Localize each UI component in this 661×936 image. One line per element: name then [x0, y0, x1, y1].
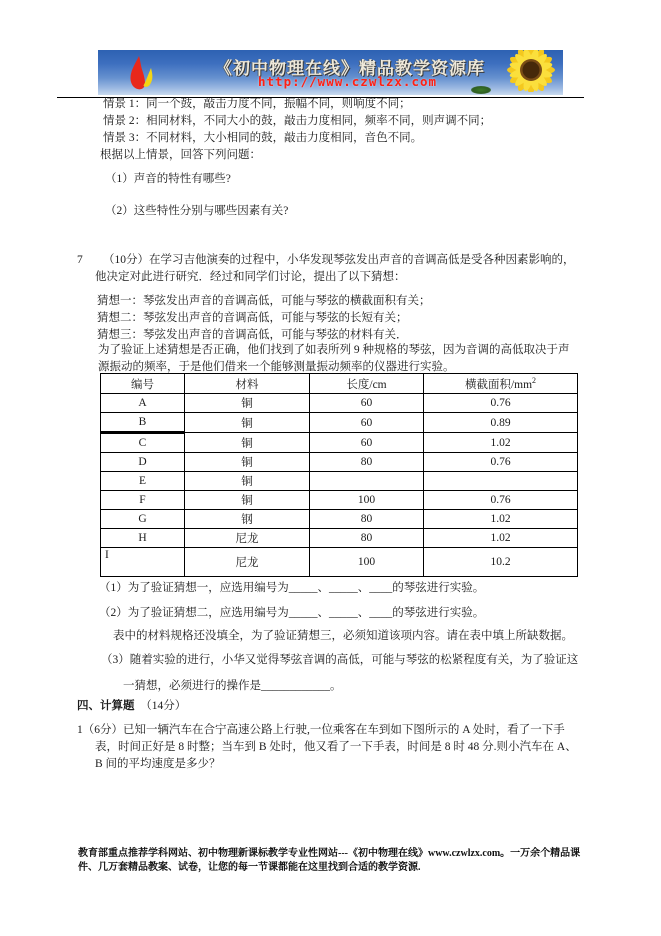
leaves-image: [471, 86, 491, 94]
question7-number: 7: [77, 254, 83, 266]
area-unit-superscript: 2: [532, 375, 537, 385]
header-id: 编号: [101, 374, 185, 394]
table-row: D 铜 80 0.76: [101, 453, 578, 472]
question7-sub3-text: （3）随着实验的进行，小华又觉得琴弦音调的高低，可能与琴弦的松紧程度有关，为了验证这一猜想，必须进行的操作是____________。: [101, 654, 579, 692]
section4-points: （14分）: [134, 700, 187, 712]
question7-sub1-text: （1）为了验证猜想一，应选用编号为_____、_____、____的琴弦进行实验。: [99, 582, 485, 594]
site-banner: [98, 50, 563, 95]
header-length: 长度/cm: [310, 374, 424, 394]
sound-subquestion-2: （2）这些特性分别与哪些因素有关?: [105, 205, 289, 217]
section4-heading: 四、计算题: [77, 700, 135, 712]
question7-verify-text: 为了验证上述猜想是否正确，他们找到了如表所列 9 种规格的琴弦，因为音调的高低取决于声源振动的频率，于是他们借来一个能够测量振动频率的仪器进行实验。: [98, 344, 570, 373]
guess-3-text: 猜想三：琴弦发出声音的音调高低，可能与琴弦的材料有关．: [97, 329, 408, 341]
table-row: E 铜: [101, 472, 578, 491]
table-row: H 尼龙 80 1.02: [101, 529, 578, 548]
sound-scenes-block: [95, 96, 590, 220]
blank-length-cell: [310, 472, 424, 491]
table-row: I 尼龙 100 10.2: [101, 548, 578, 577]
page-footer-text: 教育部重点推荐学科网站、初中物理新课标教学专业性网站---《初中物理在线》www.czwlzx.com。一万余个精品课件、几万套精品教案、试卷，让您的每一节课都能在这里找到合适的教学资源.: [78, 848, 581, 873]
blank-area-cell: [424, 472, 578, 491]
banner-url: http://www.czwlzx.com: [258, 74, 438, 89]
answer-instruction-text: 根据以上情景，回答下列问题：: [100, 149, 261, 161]
banner-title: 《初中物理在线》精品教学资源库: [215, 59, 485, 78]
table-row: B 铜 60 0.89: [101, 413, 578, 433]
guess-2-text: 猜想二：琴弦发出声音的音调高低，可能与琴弦的长短有关；: [97, 312, 408, 324]
question7-note-text: 表中的材料规格还没填全，为了验证猜想三，必须知道该项内容。请在表中填上所缺数据。: [113, 630, 573, 642]
section4-question1-text: 1（6分）已知一辆汽车在合宁高速公路上行驶,一位乘客在车到如下图所示的 A 处时，看了一下手表，时间正好是 8 时整；当车到 B 处时，他又看了一下手表，时间是 8 时 48 分.则小汽车在 A、B 间的平均速度是多少？: [77, 724, 577, 770]
header-area: 横截面积$/mm^2$: [424, 374, 578, 394]
table-row: C 铜 60 1.02: [101, 433, 578, 453]
table-header-row: [101, 374, 578, 394]
scene-1-text: 情景 1：同一个鼓，敲击力度不同，振幅不同，则响度不同；: [103, 98, 411, 110]
strings-table: [100, 373, 578, 577]
scene-3-text: 情景 3：不同材料，大小相同的鼓，敲击力度相同，音色不同。: [103, 132, 423, 144]
scene-2-text: 情景 2：相同材料，不同大小的鼓，敲击力度相同，频率不同，则声调不同；: [103, 115, 492, 127]
site-logo-icon: [124, 54, 166, 95]
question7-intro-text: （10分）在学习吉他演奏的过程中，小华发现琴弦发出声音的音调高低是受各种因素影响的，他决定对此进行研究．经过和同学们讨论，提出了以下猜想：: [95, 254, 575, 283]
table-row: A 铜 60 0.76: [101, 394, 578, 413]
question7-sub2-text: （2）为了验证猜想二，应选用编号为_____、_____、____的琴弦进行实验。: [99, 607, 485, 619]
sound-subquestion-1: （1）声音的特性有哪些?: [105, 173, 231, 185]
table-row: F 铜 100 0.76: [101, 491, 578, 510]
table-row: G 钢 80 1.02: [101, 510, 578, 529]
sunflower-image: [504, 50, 560, 95]
question7-guesses-block: [97, 293, 579, 344]
header-material: 材料: [185, 374, 310, 394]
section4-title: [77, 698, 186, 715]
guess-1-text: 猜想一：琴弦发出声音的音调高低，可能与琴弦的横截面积有关；: [97, 295, 431, 307]
